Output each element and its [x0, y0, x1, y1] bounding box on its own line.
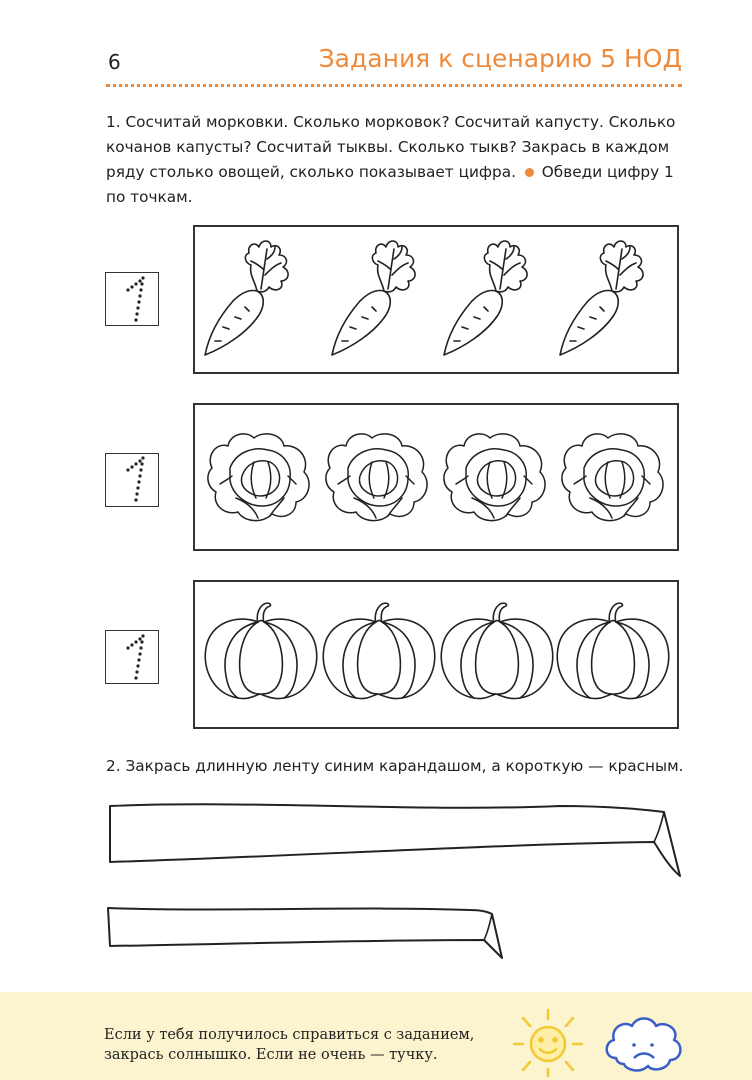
- task-1-trace-instruction: Обведи цифру 1 по точкам.: [106, 163, 674, 206]
- page-title: Задания к сценарию 5 НОД: [318, 44, 682, 73]
- sun-icon: [514, 1010, 582, 1076]
- task-1-instructions: Сосчитай морковки. Сколько морковок? Сосчитай капусту. Сколько кочанов капусты? Сосчитай тыквы. Сколько тыкв? Закрась в каждом ряду столько овощей, сколько показывает цифра.: [106, 113, 676, 181]
- footer-line-2: закрась солнышко. Если не очень — тучку.: [104, 1047, 438, 1063]
- page-number: 6: [108, 50, 121, 74]
- task-1-number: 1.: [106, 113, 121, 131]
- task-2-text: 2. Закрась длинную ленту синим карандашом, а короткую — красным.: [106, 757, 684, 775]
- footer-line-1: Если у тебя получилось справиться с заданием,: [104, 1027, 475, 1043]
- cloud-icon: [607, 1019, 681, 1071]
